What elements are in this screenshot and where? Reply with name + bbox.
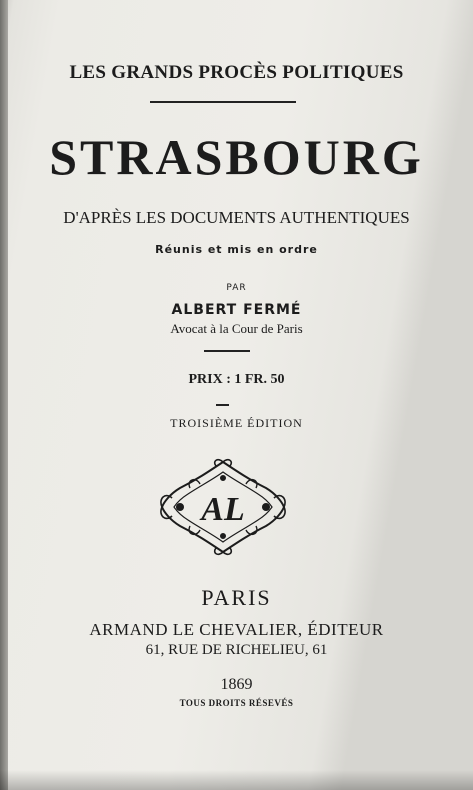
subtitle: D'APRÈS LES DOCUMENTS AUTHENTIQUES: [63, 208, 410, 227]
page-bottom-shadow: [0, 770, 473, 790]
main-title: STRASBOURG: [49, 129, 424, 185]
author-name: ALBERT FERMÉ: [171, 302, 302, 318]
author-title: Avocat à la Cour de Paris: [170, 321, 303, 336]
edition-label: TROISIÈME ÉDITION: [170, 416, 303, 430]
by-label: PAR: [226, 283, 247, 293]
price-label: PRIX : 1 FR. 50: [188, 372, 285, 387]
publisher-name: ARMAND LE CHEVALIER, ÉDITEUR: [89, 620, 384, 639]
publisher-address: 61, RUE DE RICHELIEU, 61: [145, 642, 328, 658]
publisher-monogram-ornament: [160, 458, 286, 556]
publication-year: 1869: [220, 676, 253, 693]
compiled-note: Réunis et mis en ordre: [155, 243, 318, 256]
monogram-letters: AL: [201, 491, 245, 528]
header-rule: [150, 101, 296, 103]
price-dash: [216, 404, 229, 406]
author-rule: [204, 350, 250, 352]
book-spine-edge: [0, 0, 8, 790]
rights-notice: TOUS DROITS RÉSEVÉS: [179, 698, 294, 708]
publication-city: PARIS: [201, 585, 272, 610]
series-title: LES GRANDS PROCÈS POLITIQUES: [69, 62, 404, 83]
